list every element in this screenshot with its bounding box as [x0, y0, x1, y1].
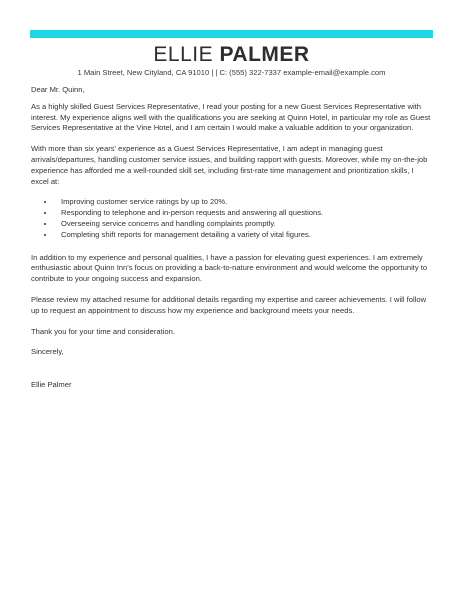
first-name: ELLIE — [153, 43, 214, 66]
applicant-name — [0, 43, 463, 67]
skills-list — [31, 197, 433, 240]
signature: Ellie Palmer — [31, 380, 72, 390]
list-item: • Overseeing service concerns and handling complaints promptly. — [55, 219, 433, 230]
salutation: Dear Mr. Quinn, — [31, 85, 85, 94]
closing: Sincerely, — [31, 347, 64, 357]
contact-line: 1 Main Street, New Cityland, CA 91010 | | C: (555) 322-7337 example-email@example.com — [77, 68, 386, 77]
list-item: • Completing shift reports for management detailing a variety of vital figures. — [55, 230, 433, 241]
letter-body — [31, 85, 433, 401]
paragraph-passion: In addition to my experience and personal qualities, I have a passion for elevating guest experiences. I am extremely enthusiastic about Quinn Inn's focus on providing a back-to-nature environment and would welcome the opportunity to contribute to your ongoing success and expansion. — [31, 252, 428, 284]
paragraph-intro: As a highly skilled Guest Services Representative, I read your posting for a new Guest Services Representative with interest. My experience aligns well with the qualifications you are seeking at Quinn Hotel, in particular my role as Guest Services Representative at the Vine Hotel, and I am certain I would make a valuable addition to your organization. — [31, 101, 431, 133]
paragraph-follow-up: Please review my attached resume for additional details regarding my expertise and career achievements. I will follow up to request an appointment to discuss how my experience and background meets your needs. — [31, 294, 427, 315]
paragraph-experience: With more than six years' experience as a Guest Services Representative, I am adept in managing guest arrivals/departures, handling customer service issues, and building rapport with guests. Moreover, while my on-the-job experience has afforded me a well-rounded skill set, including first-rate time management and prioritization skills, I excel at: — [31, 144, 428, 186]
header-accent-bar — [30, 30, 433, 38]
last-name: PALMER — [219, 43, 310, 66]
paragraph-thanks: Thank you for your time and consideration. — [31, 326, 175, 336]
list-item: • Responding to telephone and in-person requests and answering all questions. — [55, 208, 433, 219]
list-item: • Improving customer service ratings by up to 20%. — [55, 197, 433, 208]
